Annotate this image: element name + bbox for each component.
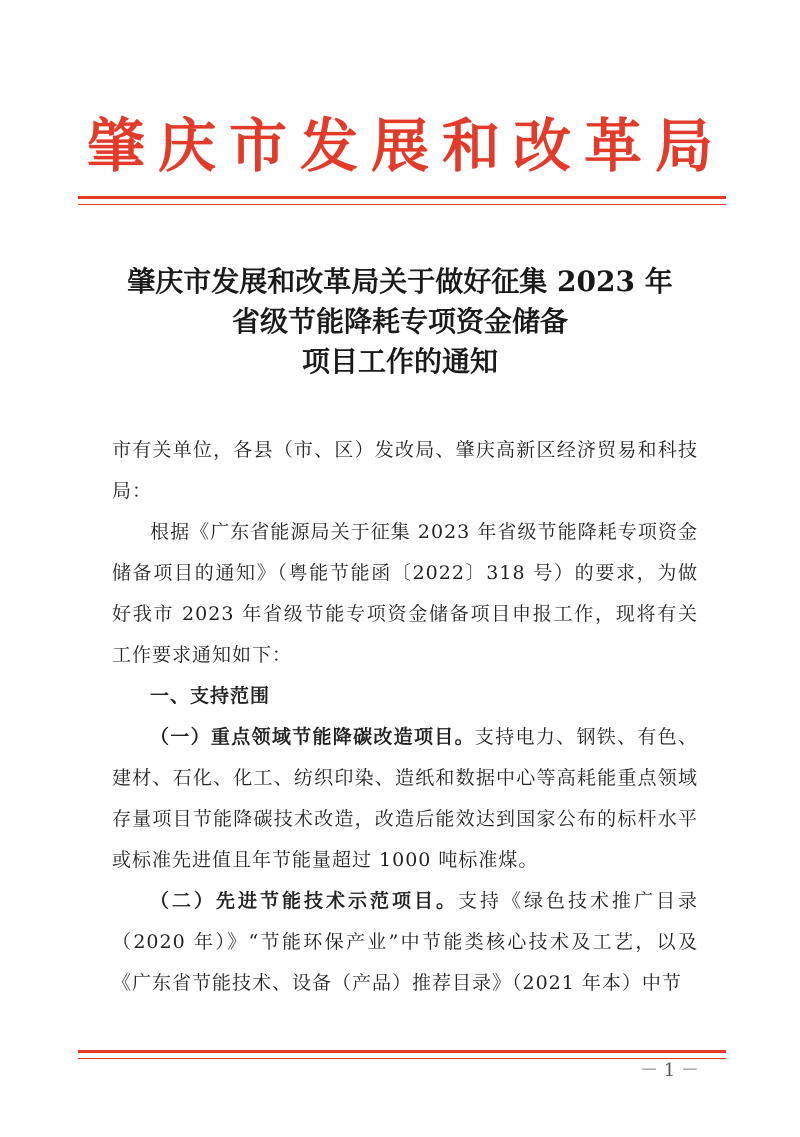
salutation: 市有关单位，各县（市、区）发改局、肇庆高新区经济贸易和科技局：	[112, 439, 698, 502]
document-body	[112, 430, 698, 1004]
page-number: － 1 －	[640, 1060, 699, 1081]
section-heading-1: 一、支持范围	[150, 685, 271, 707]
title-line-1: 肇庆市发展和改革局关于做好征集 2023 年	[127, 265, 673, 298]
item-2-paragraph	[112, 881, 698, 1004]
document-title	[0, 262, 800, 382]
title-line-3: 项目工作的通知	[301, 345, 498, 378]
item-2-text: 支持《绿色技术推广目录（2020 年）》“节能环保产业”中节能类核心技术及工艺，以及《广东省节能技术、设备（产品）推荐目录》（2021 年本）中节	[112, 890, 698, 994]
footer-rule-thin	[78, 1058, 726, 1059]
letterhead-rule-thick	[78, 196, 726, 199]
title-line-2: 省级节能降耗专项资金储备	[231, 305, 568, 338]
letterhead-issuer: 肇庆市发展和改革局	[86, 112, 726, 180]
item-2-label: （二）先进节能技术示范项目。	[150, 890, 458, 912]
footer-rule-thick	[78, 1050, 726, 1053]
item-1-paragraph	[112, 717, 698, 881]
item-1-text: 支持电力、钢铁、有色、建材、石化、化工、纺织印染、造纸和数据中心等高耗能重点领域存量项目节能降碳技术改造，改造后能效达到国家公布的标杆水平或标准先进值且年节能量超过 1000 吨标准煤。	[112, 726, 698, 871]
letterhead-rule-thin	[78, 204, 726, 205]
item-1-label: （一）重点领域节能降碳改造项目。	[150, 726, 475, 748]
intro-paragraph: 根据《广东省能源局关于征集 2023 年省级节能降耗专项资金储备项目的通知》（粤能节能函〔2022〕318 号）的要求，为做好我市 2023 年省级节能专项资金储备项目申报工作，现将有关工作要求通知如下：	[112, 521, 698, 666]
